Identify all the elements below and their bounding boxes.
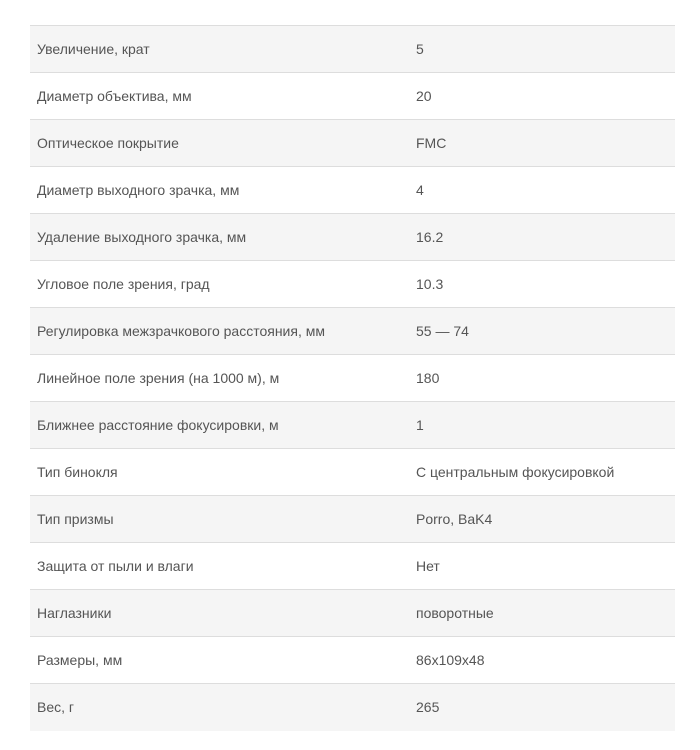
spec-value: 10.3	[409, 261, 675, 308]
spec-name: Ближнее расстояние фокусировки, м	[30, 402, 409, 449]
spec-name: Диаметр объектива, мм	[30, 73, 409, 120]
spec-value: 16.2	[409, 214, 675, 261]
spec-row	[30, 543, 675, 590]
spec-value: поворотные	[409, 590, 675, 637]
spec-row	[30, 449, 675, 496]
spec-row	[30, 214, 675, 261]
spec-row	[30, 167, 675, 214]
spec-row	[30, 637, 675, 684]
spec-name: Диаметр выходного зрачка, мм	[30, 167, 409, 214]
spec-name: Удаление выходного зрачка, мм	[30, 214, 409, 261]
spec-value: 55 — 74	[409, 308, 675, 355]
spec-name: Вес, г	[30, 684, 409, 731]
spec-value: С центральным фокусировкой	[409, 449, 675, 496]
spec-value: 1	[409, 402, 675, 449]
spec-name: Защита от пыли и влаги	[30, 543, 409, 590]
spec-value: 4	[409, 167, 675, 214]
spec-name: Тип бинокля	[30, 449, 409, 496]
spec-row	[30, 120, 675, 167]
spec-name: Угловое поле зрения, град	[30, 261, 409, 308]
spec-row	[30, 261, 675, 308]
spec-value: 20	[409, 73, 675, 120]
spec-name: Увеличение, крат	[30, 26, 409, 73]
spec-name: Оптическое покрытие	[30, 120, 409, 167]
spec-value: 180	[409, 355, 675, 402]
spec-name: Тип призмы	[30, 496, 409, 543]
spec-value: Porro, BaK4	[409, 496, 675, 543]
spec-value: 265	[409, 684, 675, 731]
spec-name: Линейное поле зрения (на 1000 м), м	[30, 355, 409, 402]
spec-value: 5	[409, 26, 675, 73]
specifications-body	[30, 26, 675, 731]
spec-value: Нет	[409, 543, 675, 590]
spec-value: FMC	[409, 120, 675, 167]
spec-row	[30, 308, 675, 355]
spec-row	[30, 590, 675, 637]
spec-name: Регулировка межзрачкового расстояния, мм	[30, 308, 409, 355]
spec-value: 86x109x48	[409, 637, 675, 684]
spec-name: Наглазники	[30, 590, 409, 637]
spec-row	[30, 26, 675, 73]
spec-row	[30, 355, 675, 402]
spec-name: Размеры, мм	[30, 637, 409, 684]
spec-row	[30, 684, 675, 731]
spec-row	[30, 402, 675, 449]
spec-row	[30, 496, 675, 543]
specifications-table	[30, 25, 675, 731]
spec-row	[30, 73, 675, 120]
